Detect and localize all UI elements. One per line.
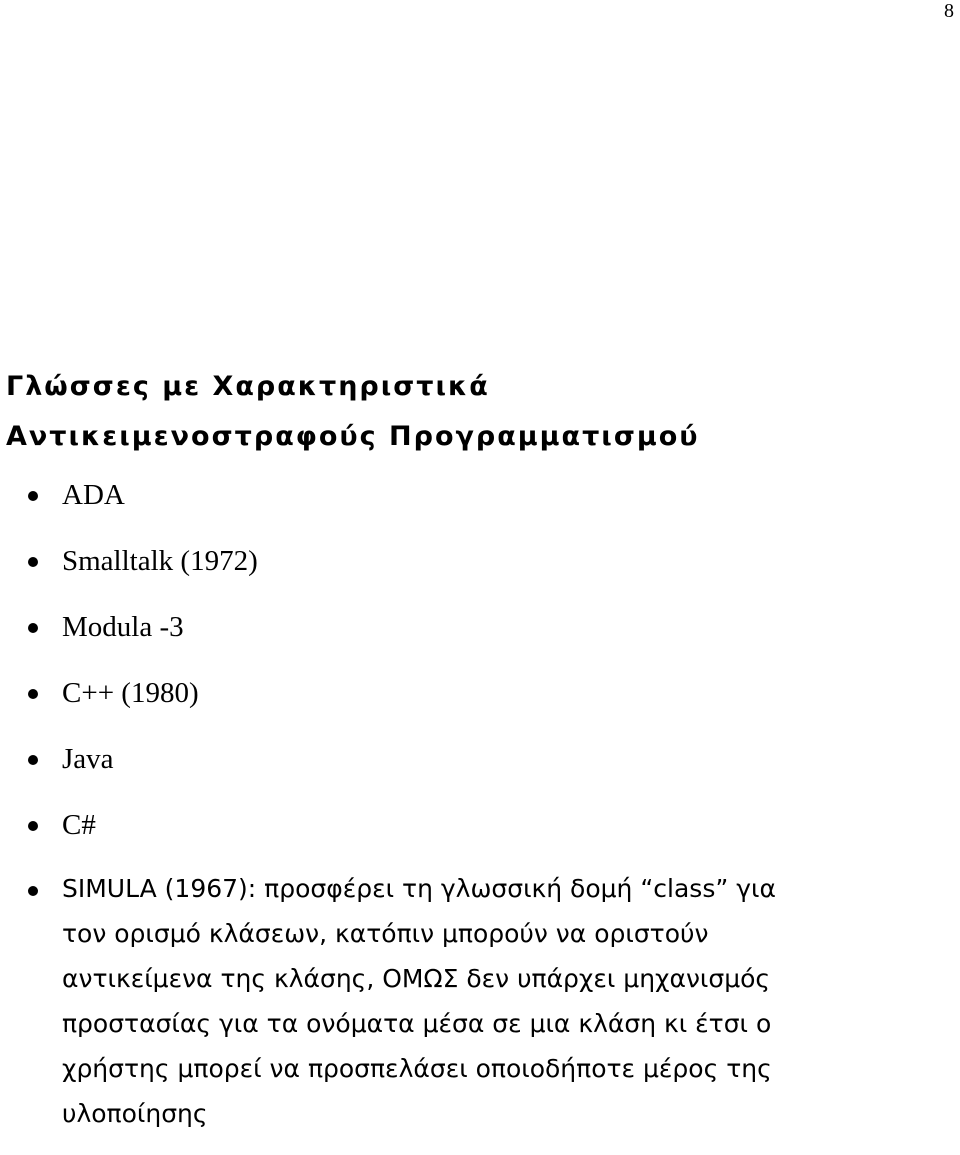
bullet-icon	[28, 821, 38, 831]
list-item-modula	[0, 602, 960, 668]
simula-line-4: προστασίας για τα ονόματα μέσα σε μια κλάση κι έτσι ο	[62, 1009, 772, 1038]
list-item-label: Modula -3	[62, 611, 184, 643]
list-item-csharp	[0, 800, 960, 866]
bullet-icon	[28, 557, 38, 567]
page-number: 8	[944, 0, 954, 22]
bullet-icon	[28, 623, 38, 633]
list-item-smalltalk	[0, 536, 960, 602]
bullet-icon	[28, 886, 38, 896]
bullet-icon	[28, 755, 38, 765]
list-item-label: Smalltalk (1972)	[62, 545, 258, 577]
list-item-label: C++ (1980)	[62, 677, 199, 709]
simula-line-1: SIMULA (1967): προσφέρει τη γλωσσική δομή “class” για	[62, 874, 776, 903]
simula-line-6: υλοποίησης	[62, 1099, 208, 1128]
list-item-cpp	[0, 668, 960, 734]
simula-line-5: χρήστης μπορεί να προσπελάσει οποιοδήποτε μέρος της	[62, 1054, 772, 1083]
list-item-label: Java	[62, 743, 114, 775]
list-item-label: C#	[62, 809, 96, 841]
simula-line-2: τον ορισμό κλάσεων, κατόπιν μπορούν να οριστούν	[62, 919, 709, 948]
language-list	[0, 470, 960, 1136]
list-item-label: ADA	[62, 479, 125, 511]
bullet-icon	[28, 689, 38, 699]
page-title-line-2: Αντικειμενοστραφούς Προγραμματισμού	[6, 421, 700, 452]
simula-line-3: αντικείμενα της κλάσης, ΟΜΩΣ δεν υπάρχει μηχανισμός	[62, 964, 771, 993]
page-title	[6, 362, 700, 462]
list-item-ada	[0, 470, 960, 536]
bullet-icon	[28, 491, 38, 501]
list-item-simula	[0, 866, 960, 1136]
page-title-line-1: Γλώσσες με Χαρακτηριστικά	[6, 371, 490, 402]
list-item-java	[0, 734, 960, 800]
